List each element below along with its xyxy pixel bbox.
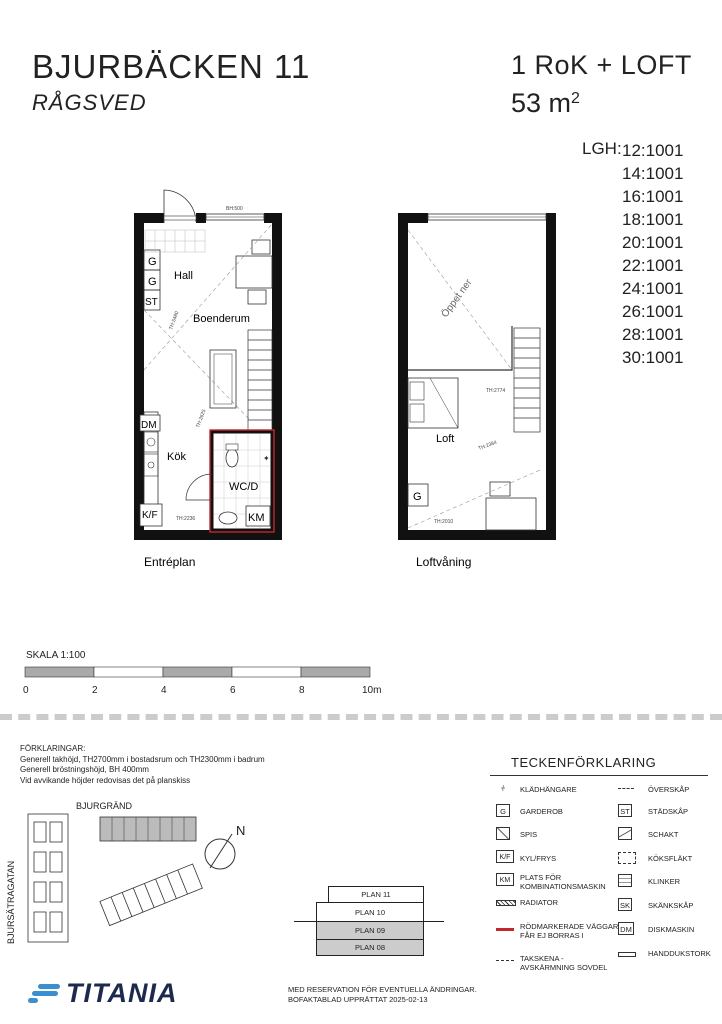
wall-top-left — [134, 213, 164, 223]
sink — [219, 512, 237, 524]
room-loft: Loft — [436, 433, 455, 445]
chair — [248, 290, 266, 304]
apartment-id: 18:1001 — [622, 210, 684, 229]
logo-mark — [28, 982, 64, 1004]
loft-wall-left — [398, 213, 408, 540]
ground-line — [294, 921, 444, 922]
street-side: BJURSÄTRAGATAN — [6, 860, 16, 944]
legend-title: TECKENFÖRKLARING — [511, 755, 657, 770]
red-wall-icon — [496, 928, 514, 931]
shoe-cabinet-icon: SK — [618, 898, 632, 911]
hall-tiles — [145, 230, 205, 252]
rail-icon — [496, 960, 514, 961]
shaft-icon — [618, 827, 632, 840]
svg-text:✦: ✦ — [263, 454, 270, 463]
wall-top-mid — [196, 213, 206, 223]
apartment-id: 28:1001 — [622, 325, 684, 344]
notes-heading: FÖRKLARINGAR: — [20, 744, 86, 753]
legend-label: HANDDUKSTORK — [648, 949, 711, 958]
room-open-below: Öppet ner — [439, 277, 475, 320]
towel-rail-icon — [618, 952, 636, 957]
legend-label: SPIS — [520, 830, 538, 839]
toilet — [226, 449, 238, 467]
stairs — [248, 330, 272, 430]
entry-plan-caption: Entréplan — [144, 555, 196, 569]
railing — [408, 326, 512, 370]
legend-label: RADIATOR — [520, 898, 559, 907]
legend-rule — [490, 775, 708, 776]
hood-icon — [618, 852, 636, 864]
loft-stairs — [514, 328, 540, 432]
scale-label: SKALA 1:100 — [26, 650, 86, 661]
notes-line: Generell takhöjd, TH2700mm i bostadsrum och TH2300mm i badrum — [20, 754, 265, 764]
legend-label: KYL/FRYS — [520, 854, 557, 863]
scale-tick: 8 — [299, 685, 305, 696]
project-title: BJURBÄCKEN 11 — [32, 48, 311, 85]
wall-top-right — [264, 213, 282, 223]
room-kitchen: Kök — [167, 451, 186, 463]
radiator-icon — [496, 900, 516, 906]
washer-icon: KM — [496, 873, 514, 886]
apartment-id: 16:1001 — [622, 187, 684, 206]
loft-dim-th1: TH:2774 — [486, 388, 506, 394]
loft-desk — [486, 498, 536, 530]
entry-plan — [134, 190, 282, 540]
desk — [236, 256, 272, 288]
cleaning-cabinet-icon: ST — [618, 804, 632, 817]
dim-th1: TH:5480 — [168, 310, 181, 331]
label-dm: DM — [141, 420, 157, 431]
scale-tick: 4 — [161, 685, 167, 696]
scale-tick: 10m — [362, 685, 382, 696]
apartment-id: 26:1001 — [622, 302, 684, 321]
room-hall: Hall — [174, 270, 193, 282]
legend-label: STÄDSKÅP — [648, 807, 689, 816]
legend-label: DISKMASKIN — [648, 925, 695, 934]
overhead-cabinet-icon — [618, 788, 634, 789]
floor-10-box: PLAN 10 — [316, 902, 424, 922]
wall-left — [134, 213, 144, 540]
floor-label: PLAN 11 — [361, 890, 391, 899]
brand-logo: TITANIA — [66, 978, 178, 1008]
footer-text — [288, 985, 477, 1004]
legend-label: ÖVERSKÅP — [648, 785, 690, 794]
dim-th3: TH:2236 — [176, 516, 196, 522]
bed — [408, 378, 458, 428]
floor-08-box: PLAN 08 — [316, 940, 424, 956]
section-divider — [0, 714, 722, 720]
stove-icon — [496, 827, 510, 840]
floor-09-box: PLAN 09 — [316, 922, 424, 940]
loft-dim-th2: TH:2384 — [477, 439, 498, 452]
legend-label: KÖKSFLÄKT — [648, 854, 693, 863]
footer-line: MED RESERVATION FÖR EVENTUELLA ÄNDRINGAR. — [288, 985, 477, 994]
loft-wall-right — [546, 213, 556, 540]
apartment-id: 12:1001 — [622, 141, 684, 160]
footer-line: BOFAKTABLAD UPPRÄTTAT 2025-02-13 — [288, 994, 428, 1004]
loft-dim-th3: TH:2010 — [434, 519, 454, 525]
legend-label: PLATS FÖR KOMBINATIONSMASKIN — [520, 873, 606, 891]
apartment-id: 14:1001 — [622, 164, 684, 183]
label-g1: G — [148, 256, 157, 268]
tiles-icon — [618, 874, 632, 887]
loft-plan — [398, 213, 556, 540]
label-km: KM — [248, 512, 265, 524]
apartment-ids-label: LGH: — [582, 139, 622, 158]
room-living: Boenderum — [193, 313, 250, 325]
room-bath: WC/D — [229, 481, 259, 493]
scale-tick: 6 — [230, 685, 236, 696]
loft-plan-caption: Loftvåning — [416, 555, 472, 569]
label-kf: K/F — [142, 510, 158, 521]
apartment-id: 20:1001 — [622, 233, 684, 252]
legend-label: TAKSKENA - AVSKÄRMNING SOVDEL — [520, 954, 608, 972]
legend-label: GARDEROB — [520, 807, 563, 816]
notes-line: Vid avvikande höjder redovisas det på planskiss — [20, 775, 191, 785]
apartment-area: 53 $m^2$ — [511, 88, 580, 118]
wardrobe-icon: G — [496, 804, 510, 817]
dishwasher-icon: DM — [618, 922, 634, 935]
north-label: N — [236, 823, 246, 838]
scale-tick: 0 — [23, 685, 29, 696]
apartment-id: 30:1001 — [622, 348, 684, 367]
legend-label: KLÄDHÄNGARE — [520, 785, 577, 794]
label-st: ST — [145, 297, 158, 308]
dim-bh: BH:500 — [226, 206, 243, 212]
legend-label: SCHAKT — [648, 830, 679, 839]
notes — [20, 744, 265, 786]
scale-bar — [24, 666, 374, 682]
apartment-type: 1 RoK + LOFT — [511, 50, 692, 80]
legend-label: SKÄNKSKÅP — [648, 901, 694, 910]
notes-line: Generell bröstningshöjd, BH 400mm — [20, 765, 149, 774]
legend-label: KLINKER — [648, 877, 681, 886]
project-subtitle: RÅGSVED — [32, 90, 147, 115]
label-g2: G — [148, 276, 157, 288]
floor-11-box — [328, 886, 424, 902]
north-arrow — [202, 824, 262, 874]
scale-tick: 2 — [92, 685, 98, 696]
apartment-id: 22:1001 — [622, 256, 684, 275]
fridge-icon: K/F — [496, 850, 514, 863]
legend-label: RÖDMARKERADE VÄGGAR FÅR EJ BORRAS I — [520, 922, 619, 940]
street-top: BJURGRÄND — [76, 801, 133, 811]
hanger-icon: ⫩ — [500, 784, 506, 793]
apartment-id: 24:1001 — [622, 279, 684, 298]
loft-wall-bottom — [398, 530, 556, 540]
dim-th2: TH:2625 — [195, 408, 208, 429]
loft-label-g: G — [413, 491, 422, 503]
